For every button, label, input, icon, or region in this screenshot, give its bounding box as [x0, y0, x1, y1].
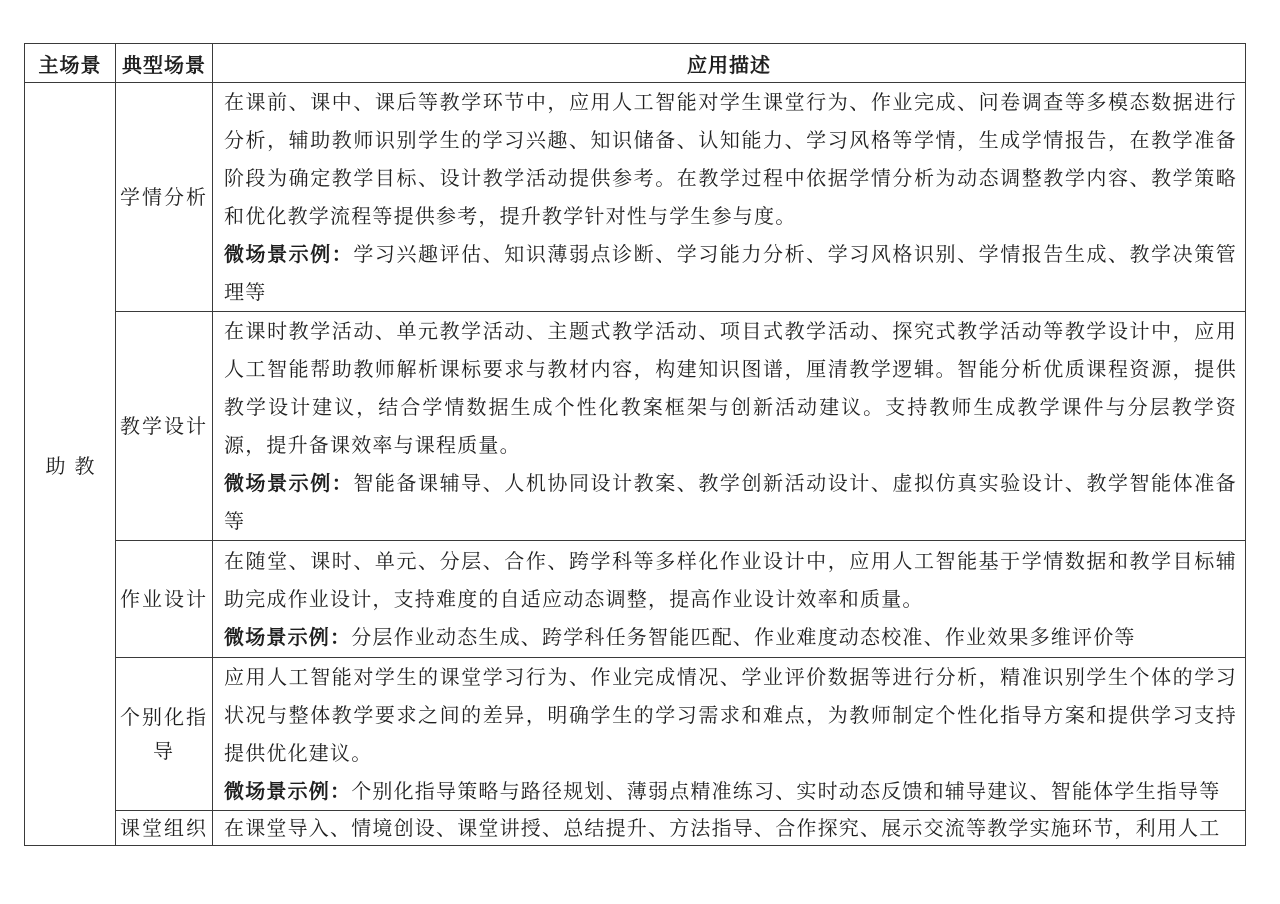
- micro-scenario-examples: 分层作业动态生成、跨学科任务智能匹配、作业难度动态校准、作业效果多维评价等: [351, 625, 1136, 649]
- description-paragraph: 应用人工智能对学生的课堂学习行为、作业完成情况、学业评价数据等进行分析，精准识别学生个体的学习状况与整体教学要求之间的差异，明确学生的学习需求和难点，为教师制定个性化指导方案和提供学习支持提供优化建议。: [224, 665, 1237, 765]
- description-paragraph: 在课前、课中、课后等教学环节中，应用人工智能对学生课堂行为、作业完成、问卷调查等多模态数据进行分析，辅助教师识别学生的学习兴趣、知识储备、认知能力、学习风格等学情，生成学情报告，在教学准备阶段为确定教学目标、设计教学活动提供参考。在教学过程中依据学情分析为动态调整教学内容、教学策略和优化教学流程等提供参考，提升教学针对性与学生参与度。: [224, 90, 1237, 228]
- micro-scenario-label: 微场景示例：: [224, 471, 354, 495]
- micro-scenario-label: 微场景示例：: [224, 779, 352, 803]
- table-row: [25, 811, 1246, 846]
- table-body: [25, 83, 1246, 846]
- application-scenarios-table: [24, 43, 1246, 846]
- header-row: [25, 44, 1246, 83]
- micro-scenario-examples: 学习兴趣评估、知识薄弱点诊断、学习能力分析、学习风格识别、学情报告生成、教学决策管理等: [224, 242, 1238, 304]
- description-paragraph: 在随堂、课时、单元、分层、合作、跨学科等多样化作业设计中，应用人工智能基于学情数据和教学目标辅助完成作业设计，支持难度的自适应动态调整，提高作业设计效率和质量。: [224, 549, 1237, 611]
- table-row: [25, 83, 1246, 312]
- description-cell: [213, 541, 1246, 658]
- micro-scenario-line: [224, 618, 1237, 656]
- micro-scenario-line: [224, 772, 1237, 810]
- header-description: 应用描述: [213, 44, 1246, 83]
- description-cell: [213, 811, 1246, 846]
- header-main-scene: 主场景: [25, 44, 116, 83]
- description-cell: [213, 83, 1246, 312]
- micro-scenario-label: 微场景示例：: [224, 242, 354, 266]
- micro-scenario-label: 微场景示例：: [224, 625, 352, 649]
- table-row: [25, 312, 1246, 541]
- description-paragraph: 在课堂导入、情境创设、课堂讲授、总结提升、方法指导、合作探究、展示交流等教学实施环节，利用人工: [224, 816, 1221, 840]
- main-scene-cell: 助教: [25, 83, 116, 846]
- typical-scene-cell: 个别化指导: [116, 658, 213, 811]
- table-row: [25, 541, 1246, 658]
- header-typical-scene: 典型场景: [116, 44, 213, 83]
- typical-scene-cell: 课堂组织: [116, 811, 213, 846]
- description-cell: [213, 312, 1246, 541]
- micro-scenario-examples: 智能备课辅导、人机协同设计教案、教学创新活动设计、虚拟仿真实验设计、教学智能体准备等: [224, 471, 1238, 533]
- micro-scenario-line: [224, 235, 1237, 311]
- table-row: [25, 658, 1246, 811]
- description-paragraph: 在课时教学活动、单元教学活动、主题式教学活动、项目式教学活动、探究式教学活动等教学设计中，应用人工智能帮助教师解析课标要求与教材内容，构建知识图谱，厘清教学逻辑。智能分析优质课程资源，提供教学设计建议，结合学情数据生成个性化教案框架与创新活动建议。支持教师生成教学课件与分层教学资源，提升备课效率与课程质量。: [224, 319, 1237, 457]
- typical-scene-cell: 学情分析: [116, 83, 213, 312]
- micro-scenario-examples: 个别化指导策略与路径规划、薄弱点精准练习、实时动态反馈和辅导建议、智能体学生指导等: [351, 779, 1221, 803]
- micro-scenario-line: [224, 464, 1237, 540]
- typical-scene-cell: 作业设计: [116, 541, 213, 658]
- description-cell: [213, 658, 1246, 811]
- typical-scene-cell: 教学设计: [116, 312, 213, 541]
